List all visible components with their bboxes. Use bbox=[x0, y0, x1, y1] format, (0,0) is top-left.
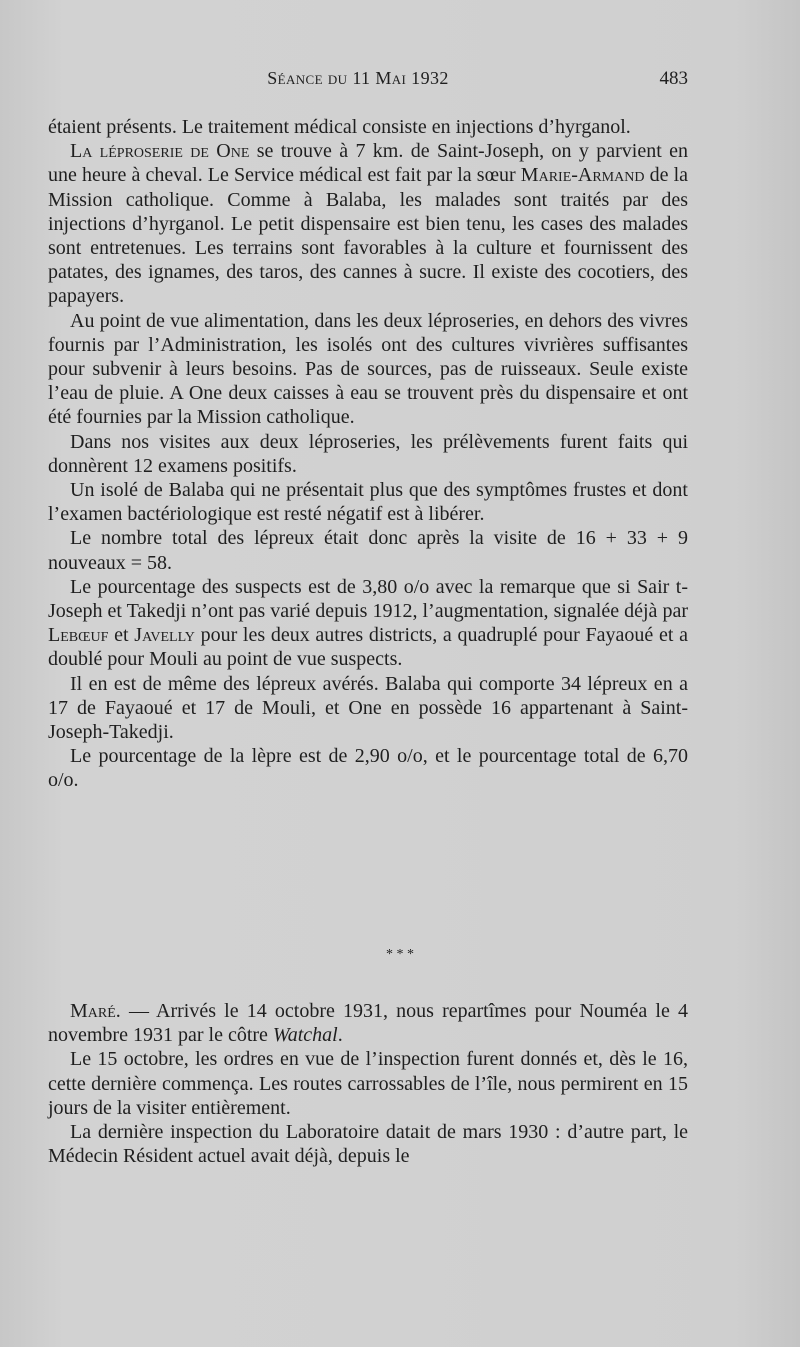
text-run: étaient présents. Le traitement médical consiste en injections d’hyrganol. bbox=[48, 116, 631, 138]
text-run: — Arrivés le 14 octobre 1931, nous repartîmes pour Nouméa le 4 novembre 1931 par le côtre bbox=[48, 1000, 688, 1047]
text-run: et bbox=[108, 624, 135, 647]
small-caps-name: Javelly bbox=[134, 624, 195, 647]
text-run: de la Mission catholique. Comme à Balaba, les malades sont traités par des injections d’hyrganol. Le petit dispensaire est bien tenu, les cases des malades sont entretenues. Les terrains sont favorables à la culture et fournissent des patates, des ignames, des taros, des cannes à sucre. Il existe des cocotiers, des papayers. bbox=[48, 164, 689, 308]
paragraph bbox=[48, 430, 688, 478]
paragraph bbox=[48, 672, 688, 745]
paragraph bbox=[48, 478, 688, 526]
text-run: se trouve à 7 km. de Saint-Joseph, on y parvient en une heure à cheval. Le Service médical est fait par la sœur bbox=[48, 140, 688, 187]
paragraph bbox=[48, 526, 688, 574]
paragraph bbox=[48, 1047, 688, 1120]
paragraph bbox=[48, 115, 688, 139]
page-number: 483 bbox=[659, 68, 688, 89]
paragraph bbox=[48, 999, 688, 1047]
text-run: Il en est de même des lépreux avérés. Balaba qui comporte 34 lépreux en a 17 de Fayaoué et 17 de Mouli, et One en possède 16 appartenant à Saint-Joseph-Takedji. bbox=[48, 672, 688, 744]
paragraph bbox=[48, 1120, 688, 1168]
running-title: Séance du 11 Mai 1932 bbox=[267, 68, 449, 88]
text-run: Au point de vue alimentation, dans les deux léproseries, en dehors des vivres fournis par l’Administration, les isolés ont des cultures vivrières suffisantes pour subvenir à leurs besoins. Pas de sources, pas de ruisseaux. Seule existe l’eau de pluie. A One deux caisses à eau se trouvent près du dispensaire et ont été fournies par la Mission catholique. bbox=[48, 309, 688, 429]
small-caps-name: Maré. bbox=[70, 1000, 121, 1022]
paragraph bbox=[48, 309, 688, 430]
paragraph bbox=[48, 139, 688, 308]
body-text bbox=[48, 115, 688, 793]
text-run: Le pourcentage des suspects est de 3,80 o/o avec la remarque que si Sair t-Joseph et Takedji n’ont pas varié depuis 1912, l’augmentation, signalée déjà par bbox=[48, 575, 688, 623]
text-run: Un isolé de Balaba qui ne présentait plus que des symptômes frustes et dont l’examen bactériologique est resté négatif est à libérer. bbox=[48, 479, 688, 526]
small-caps-name: Marie-Armand bbox=[520, 164, 645, 187]
body-text-mare bbox=[48, 999, 688, 1168]
text-run: Le nombre total des lépreux était donc après la visite de 16 + 33 + 9 nouveaux = 58. bbox=[48, 527, 688, 574]
separator-text: * * * bbox=[386, 947, 414, 962]
small-caps-name: La léproserie de One bbox=[70, 140, 250, 163]
text-run: pour les deux autres districts, a quadruplé pour Fayaoué et a doublé pour Mouli au point de vue suspects. bbox=[48, 624, 688, 671]
text-run: La dernière inspection du Laboratoire datait de mars 1930 : d’autre part, le Médecin Résident actuel avait déjà, depuis le bbox=[48, 1121, 688, 1168]
small-caps-name: Lebœuf bbox=[48, 624, 109, 647]
text-run: Le pourcentage de la lèpre est de 2,90 o/o, et le pourcentage total de 6,70 o/o. bbox=[48, 745, 688, 792]
text-run: . bbox=[337, 1024, 343, 1047]
text-run: Le 15 octobre, les ordres en vue de l’inspection furent donnés et, dès le 16, cette dernière commença. Les routes carrossables de l’île, nous permirent en 15 jours de la visiter entièrement. bbox=[48, 1048, 688, 1119]
text-run: Dans nos visites aux deux léproseries, les prélèvements furent faits qui donnèrent 12 examens positifs. bbox=[48, 430, 688, 477]
italic-text: Watchal bbox=[272, 1024, 338, 1047]
page-header bbox=[48, 68, 688, 96]
paragraph bbox=[48, 744, 688, 792]
paragraph bbox=[48, 575, 688, 672]
section-separator bbox=[0, 948, 800, 962]
